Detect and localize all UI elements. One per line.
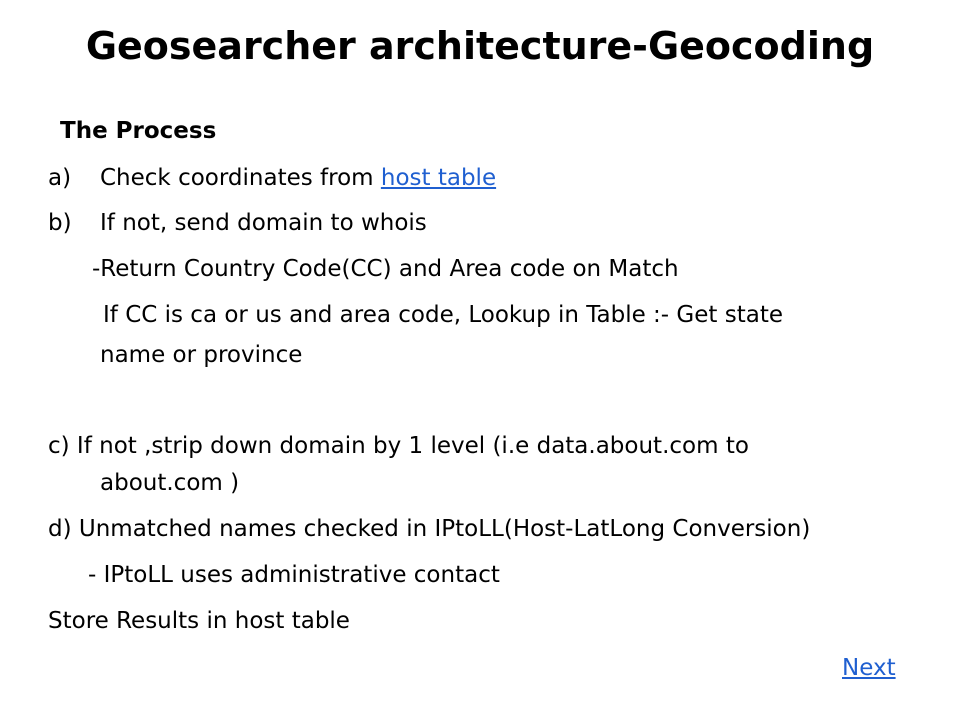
list-marker-b: b) bbox=[48, 210, 72, 236]
store-results-text: Store Results in host table bbox=[48, 608, 350, 634]
section-heading: The Process bbox=[60, 118, 217, 144]
list-item-a bbox=[48, 163, 496, 193]
next-link[interactable]: Next bbox=[842, 655, 896, 681]
list-item-a-text: Check coordinates from bbox=[100, 165, 381, 191]
list-item-c-line1: c) If not ,strip down domain by 1 level (i.e data.about.com to bbox=[48, 433, 749, 459]
list-item-b-sub2-line2: name or province bbox=[100, 342, 303, 368]
list-item-b-sub2-line1: If CC is ca or us and area code, Lookup in Table :- Get state bbox=[103, 302, 783, 328]
host-table-link[interactable]: host table bbox=[380, 165, 497, 191]
slide-title: Geosearcher architecture-Geocoding bbox=[85, 24, 875, 68]
list-item-d-sub: - IPtoLL uses administrative contact bbox=[88, 562, 500, 588]
list-marker-a: a) bbox=[48, 165, 72, 191]
list-item-b-text: If not, send domain to whois bbox=[100, 210, 427, 236]
list-item-b-sub1: -Return Country Code(CC) and Area code on Match bbox=[92, 256, 679, 282]
list-item-d: d) Unmatched names checked in IPtoLL(Host-LatLong Conversion) bbox=[48, 516, 811, 542]
list-item-b bbox=[48, 208, 427, 238]
list-item-c-line2: about.com ) bbox=[100, 470, 240, 496]
